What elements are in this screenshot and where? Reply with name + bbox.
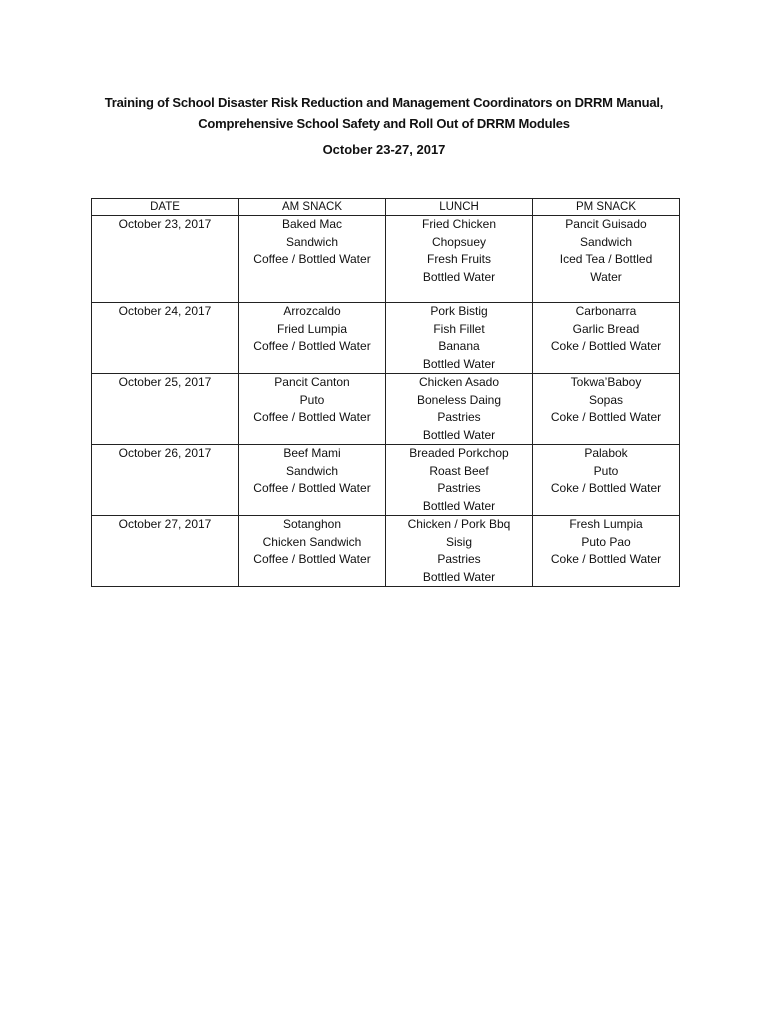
- menu-item: Sandwich: [285, 234, 339, 249]
- date-cell: [92, 516, 239, 587]
- menu-item: Sandwich: [285, 463, 339, 478]
- menu-item: Fried Lumpia: [276, 321, 348, 336]
- table-header-row: [92, 199, 680, 216]
- am-snack-cell: [239, 216, 386, 303]
- menu-item: Fresh Fruits: [426, 252, 491, 266]
- menu-item: Chopsuey: [431, 234, 487, 249]
- menu-item: Coke / Bottled Water: [550, 552, 662, 566]
- menu-item: Bottled Water: [422, 498, 496, 513]
- menu-item: Iced Tea / Bottled: [559, 252, 653, 266]
- menu-item: Sotanghon: [282, 517, 342, 531]
- menu-item: Sisig: [445, 534, 472, 549]
- column-header-am-snack: AM SNACK: [239, 199, 386, 216]
- am-snack-cell: [239, 374, 386, 445]
- menu-item: Banana: [438, 339, 480, 353]
- menu-item: Fish Fillet: [433, 321, 485, 336]
- menu-item: Coffee / Bottled Water: [253, 252, 371, 266]
- column-header-date: DATE: [92, 199, 239, 216]
- table-row: [92, 516, 680, 587]
- menu-item: Fried Chicken: [421, 217, 497, 231]
- menu-item: Water: [590, 269, 622, 284]
- menu-item: Bottled Water: [422, 427, 496, 442]
- title-line-1: Training of School Disaster Risk Reduction and Management Coordinators on DRRM Manual,: [104, 95, 664, 110]
- menu-item: Puto: [299, 392, 325, 407]
- menu-item: Chicken Sandwich: [262, 534, 362, 549]
- column-header-pm-snack: PM SNACK: [533, 199, 680, 216]
- menu-item: Tokwa’Baboy: [570, 375, 642, 389]
- menu-item: Sandwich: [579, 234, 633, 249]
- menu-item: Puto Pao: [581, 534, 631, 549]
- menu-item: Bottled Water: [422, 269, 496, 284]
- date-cell: [92, 374, 239, 445]
- menu-item: Bottled Water: [422, 356, 496, 371]
- menu-item: Coffee / Bottled Water: [253, 481, 371, 495]
- menu-item: Garlic Bread: [572, 321, 640, 336]
- menu-item: Coke / Bottled Water: [550, 481, 662, 495]
- menu-item: Pastries: [437, 410, 481, 424]
- menu-item: Coke / Bottled Water: [550, 339, 662, 353]
- date-range-heading: October 23-27, 2017: [322, 142, 446, 157]
- am-snack-cell: [239, 445, 386, 516]
- lunch-cell: [386, 303, 533, 374]
- document-title: [60, 92, 708, 134]
- menu-item: Puto: [593, 463, 619, 478]
- am-snack-cell: [239, 303, 386, 374]
- pm-snack-cell: [533, 516, 680, 587]
- date-cell: [92, 303, 239, 374]
- lunch-cell: [386, 445, 533, 516]
- menu-item: Pastries: [437, 481, 481, 495]
- menu-item: Coke / Bottled Water: [550, 410, 662, 424]
- date-cell: [92, 445, 239, 516]
- menu-item: Chicken Asado: [418, 375, 500, 389]
- menu-item: Sopas: [588, 392, 624, 407]
- menu-item: Arrozcaldo: [283, 304, 341, 318]
- menu-item: Coffee / Bottled Water: [253, 339, 371, 353]
- title-line-2: Comprehensive School Safety and Roll Out of DRRM Modules: [198, 116, 570, 131]
- meal-schedule-table: [91, 198, 680, 587]
- menu-item: Palabok: [584, 446, 628, 460]
- table-row: [92, 216, 680, 303]
- menu-item: Coffee / Bottled Water: [253, 410, 371, 424]
- menu-item: Beef Mami: [283, 446, 341, 460]
- table-row: [92, 374, 680, 445]
- date-cell: [92, 216, 239, 303]
- menu-item: Baked Mac: [281, 217, 343, 231]
- pm-snack-cell: [533, 445, 680, 516]
- column-header-lunch: LUNCH: [386, 199, 533, 216]
- pm-snack-cell: [533, 216, 680, 303]
- lunch-cell: [386, 516, 533, 587]
- menu-item: Pork Bistig: [430, 304, 488, 318]
- lunch-cell: [386, 374, 533, 445]
- menu-item: Breaded Porkchop: [409, 446, 509, 460]
- pm-snack-cell: [533, 374, 680, 445]
- menu-item: Pancit Guisado: [565, 217, 647, 231]
- date-text: October 26, 2017: [118, 446, 212, 460]
- menu-item: Fresh Lumpia: [569, 517, 643, 531]
- menu-item: Boneless Daing: [416, 392, 502, 407]
- menu-item: Carbonarra: [575, 304, 637, 318]
- am-snack-cell: [239, 516, 386, 587]
- table-row: [92, 445, 680, 516]
- menu-item: Coffee / Bottled Water: [253, 552, 371, 566]
- date-text: October 23, 2017: [118, 217, 212, 231]
- date-text: October 27, 2017: [118, 517, 212, 531]
- lunch-cell: [386, 216, 533, 303]
- pm-snack-cell: [533, 303, 680, 374]
- table-row: [92, 303, 680, 374]
- menu-item: Pancit Canton: [274, 375, 350, 389]
- menu-item: Roast Beef: [429, 463, 489, 478]
- date-text: October 24, 2017: [118, 304, 212, 318]
- menu-item: Bottled Water: [422, 569, 496, 584]
- menu-item: Pastries: [437, 552, 481, 566]
- menu-item: Chicken / Pork Bbq: [407, 517, 511, 531]
- date-text: October 25, 2017: [118, 375, 212, 389]
